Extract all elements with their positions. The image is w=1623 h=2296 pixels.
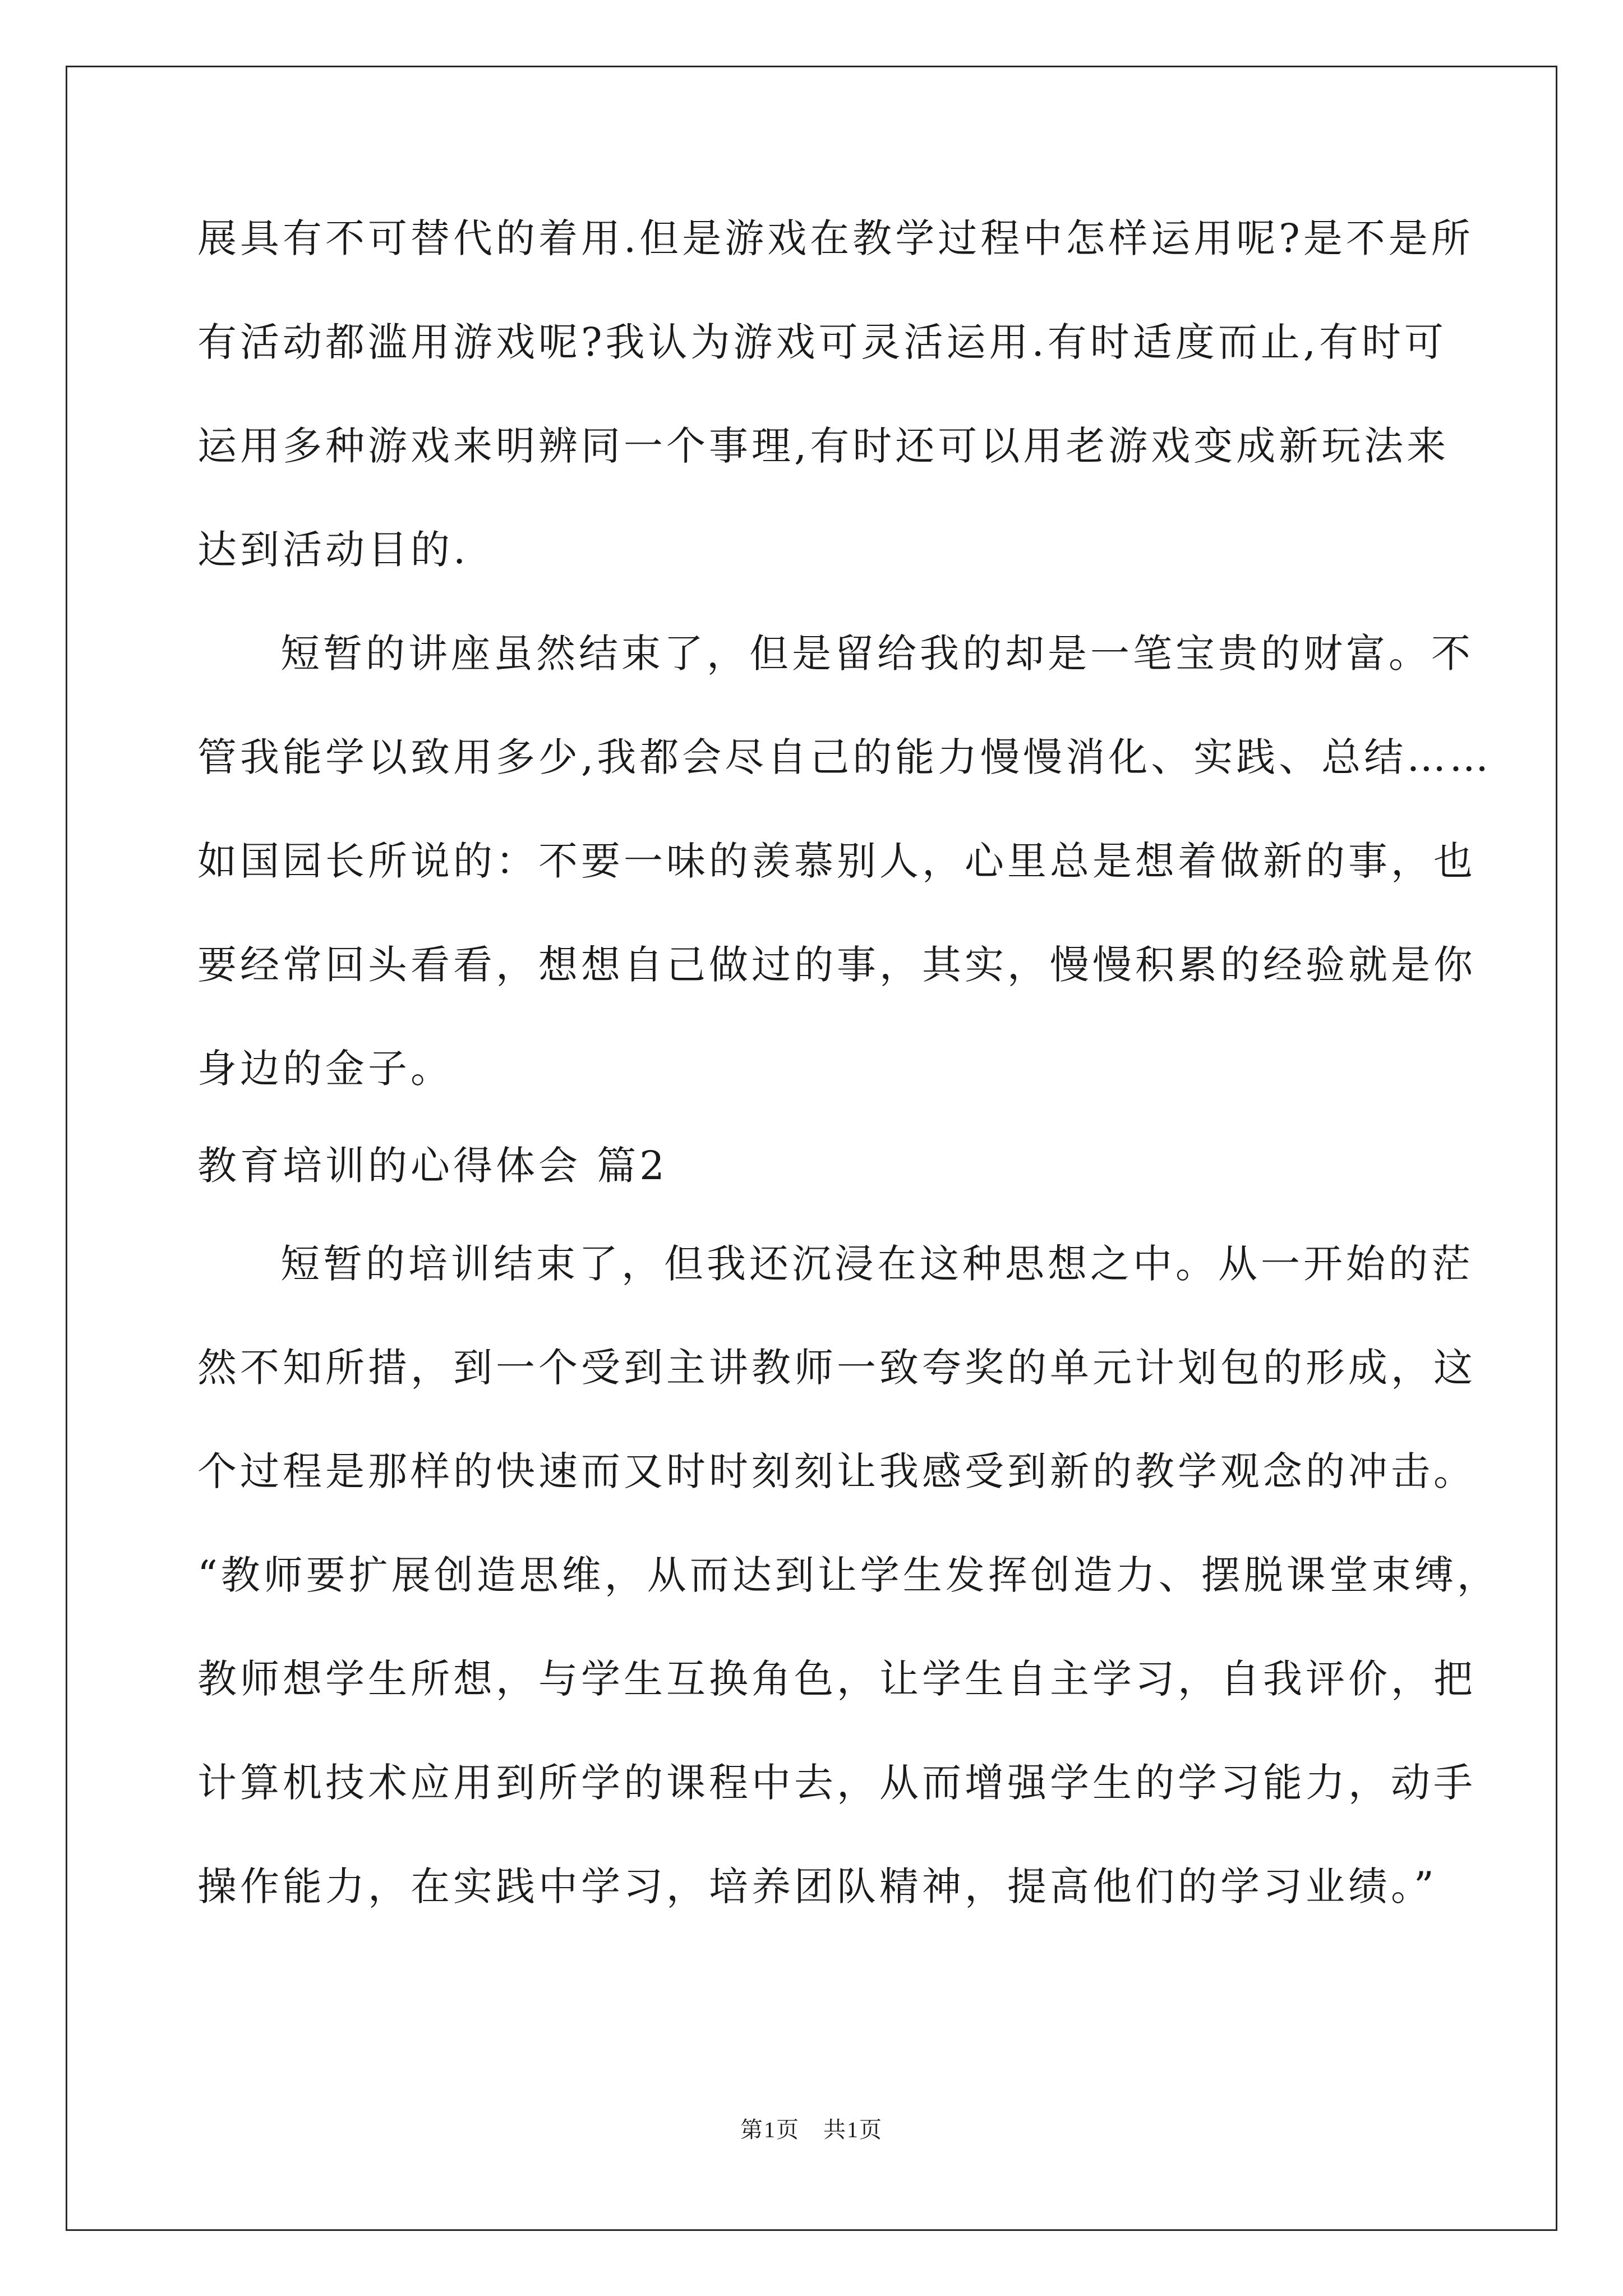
text-line: 达到活动目的.: [197, 527, 469, 573]
text-line: “教师要扩展创造思维，从而达到让学生发挥创造力、摆脱课堂束缚，: [197, 1552, 1500, 1598]
text-line: 有活动都滥用游戏呢?我认为游戏可灵活运用.有时适度而止,有时可: [197, 319, 1447, 365]
text-line: 展具有不可替代的着用.但是游戏在教学过程中怎样运用呢?是不是所: [197, 215, 1474, 261]
text-line: 教师想学生所想，与学生互换角色，让学生自主学习，自我评价，把: [197, 1656, 1476, 1702]
text-line: 然不知所措，到一个受到主讲教师一致夸奖的单元计划包的形成，这: [197, 1345, 1476, 1391]
text-line: 要经常回头看看，想想自己做过的事，其实，慢慢积累的经验就是你: [197, 942, 1476, 988]
paragraph-first-line: 短暂的讲座虽然结束了，但是留给我的却是一笔宝贵的财富。不: [280, 631, 1474, 677]
section-heading: 教育培训的心得体会 篇2: [197, 1143, 668, 1189]
text-line: 个过程是那样的快速而又时时刻刻让我感受到新的教学观念的冲击。: [197, 1448, 1476, 1494]
paragraph-first-line: 短暂的培训结束了，但我还沉浸在这种思想之中。从一开始的茫: [280, 1241, 1474, 1287]
text-line: 身边的金子。: [197, 1046, 453, 1092]
text-line: 运用多种游戏来明辨同一个事理,有时还可以用老游戏变成新玩法来: [197, 423, 1450, 469]
text-line: 计算机技术应用到所学的课程中去，从而增强学生的学习能力，动手: [197, 1760, 1476, 1806]
text-line: 如国园长所说的：不要一味的羡慕别人，心里总是想着做新的事，也: [197, 838, 1476, 884]
text-line: 操作能力，在实践中学习，培养团队精神，提高他们的学习业绩。”: [197, 1864, 1437, 1910]
page-footer: 第1页 共1页: [740, 2117, 883, 2142]
text-line: 管我能学以致用多少,我都会尽自己的能力慢慢消化、实践、总结……: [197, 734, 1492, 780]
